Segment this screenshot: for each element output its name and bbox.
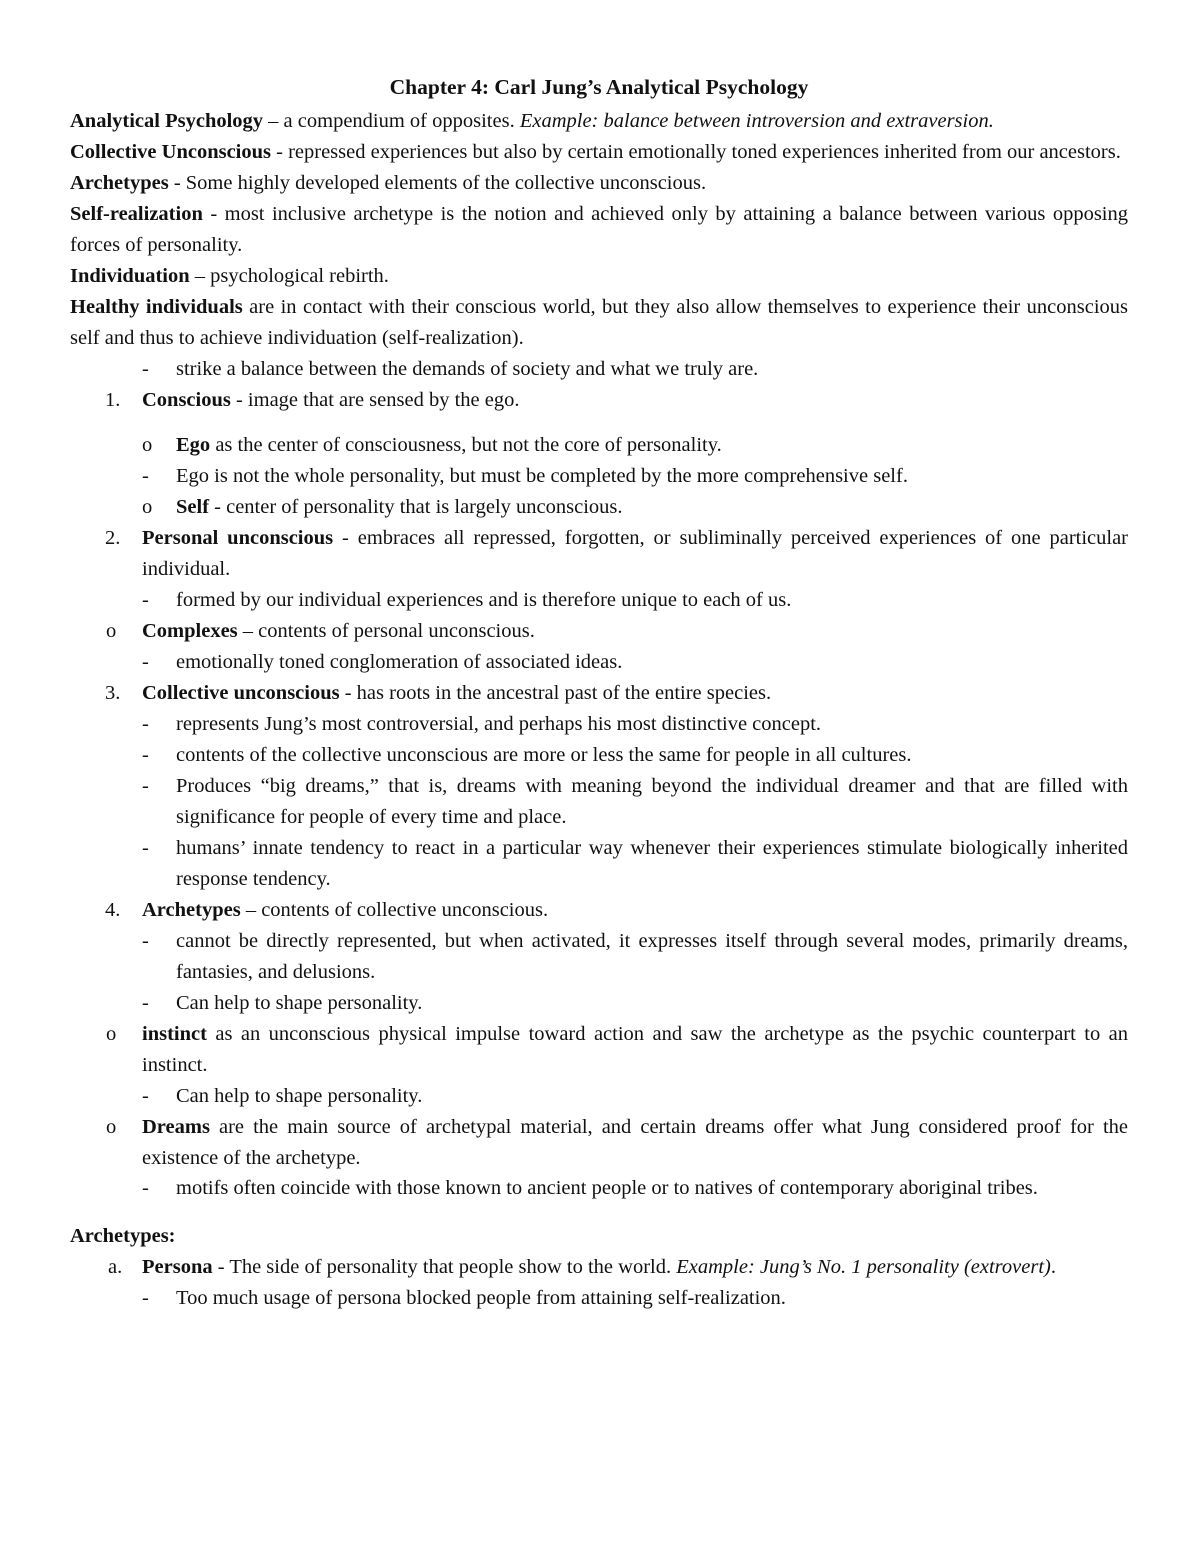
archetypes-note bbox=[70, 926, 1128, 988]
note-text: humans’ innate tendency to react in a particular way whenever their experiences stimulate biologically inherited response tendency. bbox=[176, 837, 1128, 890]
dash-bullet: - bbox=[142, 589, 149, 611]
note-text: contents of the collective unconscious are more or less the same for people in all cultures. bbox=[176, 744, 912, 766]
example-text: Example: Jung’s No. 1 personality (extrovert) bbox=[676, 1256, 1051, 1278]
item-text: - center of personality that is largely unconscious. bbox=[209, 496, 623, 518]
definition-self-realization bbox=[70, 199, 1128, 261]
circle-bullet: o bbox=[106, 620, 117, 642]
item-text: as an unconscious physical impulse toward action and saw the archetype as the psychic counterpart to an instinct. bbox=[142, 1023, 1128, 1076]
term: Collective unconscious bbox=[142, 682, 340, 704]
list-item-conscious bbox=[70, 385, 1128, 416]
definition-collective-unconscious bbox=[70, 137, 1128, 168]
circle-bullet: o bbox=[142, 496, 153, 518]
collective-note bbox=[70, 740, 1128, 771]
dash-bullet: - bbox=[142, 744, 149, 766]
definition-healthy-individuals bbox=[70, 292, 1128, 354]
item-text: - has roots in the ancestral past of the entire species. bbox=[339, 682, 772, 704]
term: Persona bbox=[142, 1256, 213, 1278]
term: Individuation bbox=[70, 265, 190, 287]
list-number: 1. bbox=[105, 389, 121, 411]
ego-note bbox=[70, 461, 1128, 492]
sub-item-instinct bbox=[70, 1019, 1128, 1081]
circle-bullet: o bbox=[106, 1116, 117, 1138]
collective-note bbox=[70, 771, 1128, 833]
term: instinct bbox=[142, 1023, 207, 1045]
note-text: formed by our individual experiences and is therefore unique to each of us. bbox=[176, 589, 792, 611]
dash-bullet: - bbox=[142, 992, 149, 1014]
spacer bbox=[70, 1203, 1128, 1221]
dash-bullet: - bbox=[142, 1177, 149, 1199]
note-text: cannot be directly represented, but when activated, it expresses itself through several modes, primarily dreams, fantasies, and delusions. bbox=[176, 930, 1128, 983]
balance-note bbox=[70, 354, 1128, 385]
collective-note bbox=[70, 709, 1128, 740]
sub-item-ego bbox=[70, 430, 1128, 461]
note-text: strike a balance between the demands of society and what we truly are. bbox=[176, 358, 759, 380]
term: Self bbox=[176, 496, 210, 518]
dreams-note bbox=[70, 1174, 1128, 1203]
circle-bullet: o bbox=[106, 1023, 117, 1045]
dash-bullet: - bbox=[142, 930, 149, 952]
period: . bbox=[1050, 1256, 1056, 1278]
definition-text: – psychological rebirth. bbox=[189, 265, 389, 287]
dash-bullet: - bbox=[142, 465, 149, 487]
term: Healthy individuals bbox=[70, 296, 243, 318]
definition-text: – a compendium of opposites. bbox=[263, 110, 520, 132]
dash-bullet: - bbox=[142, 358, 149, 380]
item-text: are the main source of archetypal material, and certain dreams offer what Jung considered proof for the existence of the archetype. bbox=[142, 1116, 1128, 1169]
note-text: Can help to shape personality. bbox=[176, 1085, 423, 1107]
archetypes-note bbox=[70, 988, 1128, 1019]
document-page bbox=[70, 72, 1128, 1314]
list-item-personal-unconscious bbox=[70, 523, 1128, 585]
definition-archetypes bbox=[70, 168, 1128, 199]
definition-text: - repressed experiences but also by certain emotionally toned experiences inherited from our ancestors. bbox=[271, 141, 1121, 163]
term: Complexes bbox=[142, 620, 238, 642]
definition-text: - most inclusive archetype is the notion and achieved only by attaining a balance between various opposing forces of personality. bbox=[70, 203, 1128, 256]
dash-bullet: - bbox=[142, 837, 149, 859]
note-text: emotionally toned conglomeration of associated ideas. bbox=[176, 651, 623, 673]
list-item-collective-unconscious bbox=[70, 678, 1128, 709]
heading-text: Archetypes: bbox=[70, 1225, 176, 1247]
dash-bullet: - bbox=[142, 775, 149, 797]
item-text: - embraces all repressed, forgotten, or subliminally perceived experiences of one particular individual. bbox=[142, 527, 1129, 580]
complexes-note bbox=[70, 647, 1128, 678]
item-text: - image that are sensed by the ego. bbox=[230, 389, 520, 411]
term: Analytical Psychology bbox=[70, 110, 264, 132]
definition-text: are in contact with their conscious world, but they also allow themselves to experience their unconscious self and thus to achieve individuation (self-realization). bbox=[70, 296, 1128, 349]
dash-bullet: - bbox=[142, 651, 149, 673]
term: Archetypes bbox=[142, 899, 241, 921]
list-number: 3. bbox=[105, 682, 121, 704]
item-text: – contents of personal unconscious. bbox=[237, 620, 535, 642]
term: Personal unconscious bbox=[142, 527, 334, 549]
sub-item-self bbox=[70, 492, 1128, 523]
collective-note bbox=[70, 833, 1128, 895]
sub-item-complexes bbox=[70, 616, 1128, 647]
term: Dreams bbox=[142, 1116, 210, 1138]
term: Self-realization bbox=[70, 203, 203, 225]
circle-bullet: o bbox=[142, 434, 153, 456]
note-text: represents Jung’s most controversial, and perhaps his most distinctive concept. bbox=[176, 713, 822, 735]
sub-item-dreams bbox=[70, 1112, 1128, 1174]
item-text: as the center of consciousness, but not the core of personality. bbox=[210, 434, 722, 456]
definition-individuation bbox=[70, 261, 1128, 292]
note-text: motifs often coincide with those known to ancient people or to natives of contemporary aboriginal tribes. bbox=[176, 1177, 1038, 1199]
dash-bullet: - bbox=[142, 1085, 149, 1107]
archetype-persona bbox=[70, 1252, 1128, 1283]
page-title: Chapter 4: Carl Jung’s Analytical Psychology bbox=[389, 75, 809, 99]
note-text: Produces “big dreams,” that is, dreams with meaning beyond the individual dreamer and that are filled with significance for people of every time and place. bbox=[176, 775, 1128, 828]
definition-text: - Some highly developed elements of the collective unconscious. bbox=[168, 172, 707, 194]
note-text: Too much usage of persona blocked people from attaining self-realization. bbox=[176, 1287, 786, 1309]
term: Conscious bbox=[142, 389, 231, 411]
item-text: – contents of collective unconscious. bbox=[240, 899, 549, 921]
list-number: 4. bbox=[105, 899, 121, 921]
term: Ego bbox=[176, 434, 211, 456]
dash-bullet: - bbox=[142, 713, 149, 735]
term: Collective Unconscious bbox=[70, 141, 271, 163]
example-text: Example: balance between introversion and extraversion. bbox=[519, 110, 994, 132]
list-number: 2. bbox=[105, 527, 121, 549]
persona-note bbox=[70, 1283, 1128, 1314]
personal-unconscious-note bbox=[70, 585, 1128, 616]
definition-analytical-psychology bbox=[70, 106, 1128, 137]
section-heading-archetypes bbox=[70, 1221, 1128, 1252]
note-text: Ego is not the whole personality, but must be completed by the more comprehensive self. bbox=[176, 465, 908, 487]
instinct-note bbox=[70, 1081, 1128, 1112]
dash-bullet: - bbox=[142, 1287, 149, 1309]
item-text: - The side of personality that people show to the world. bbox=[212, 1256, 677, 1278]
list-letter: a. bbox=[108, 1256, 123, 1278]
list-item-archetypes bbox=[70, 895, 1128, 926]
spacer bbox=[70, 416, 1128, 430]
term: Archetypes bbox=[70, 172, 169, 194]
note-text: Can help to shape personality. bbox=[176, 992, 423, 1014]
